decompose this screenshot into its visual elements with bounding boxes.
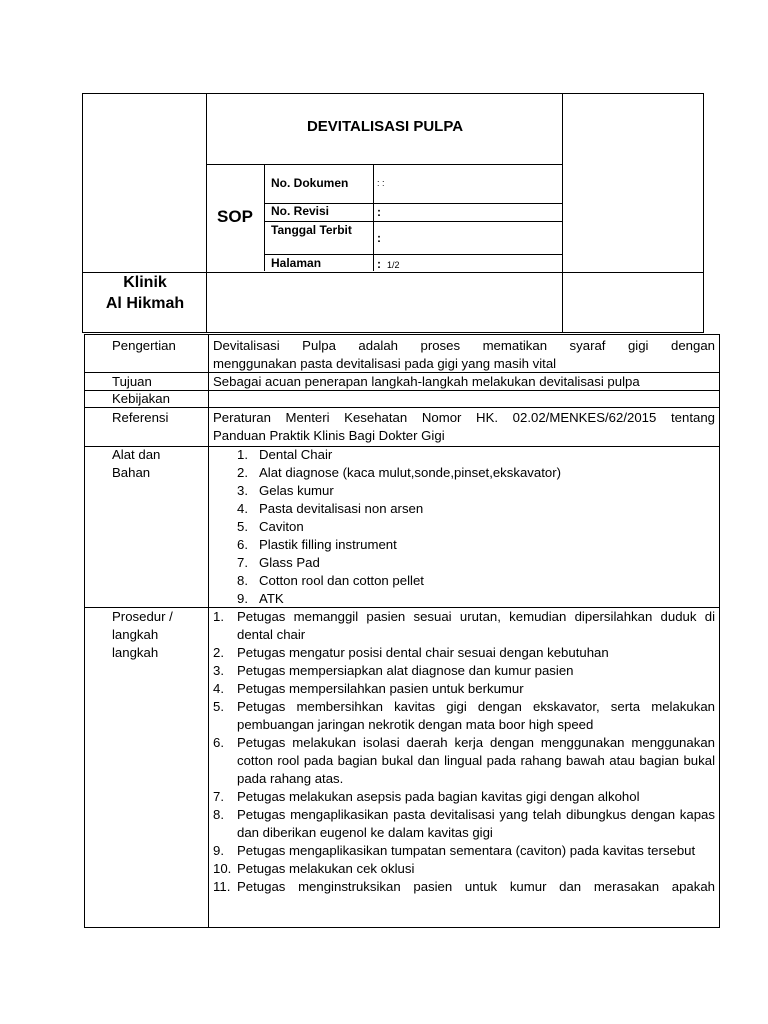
referensi-text bbox=[213, 409, 715, 445]
step-text: Petugas melakukan cek oklusi bbox=[237, 861, 415, 876]
row-label-line: langkah bbox=[112, 645, 159, 660]
field-value-halaman bbox=[377, 257, 400, 271]
clinic-name-line1: Klinik bbox=[123, 274, 167, 291]
step-text: Petugas mengaplikasikan pasta devitalisasi yang telah dibungkus dengan kapas dan diberikan eugenol ke dalam kavitas gigi bbox=[237, 807, 715, 840]
column-divider bbox=[208, 335, 209, 927]
step-text: Petugas menginstruksikan pasien untuk kumur dan merasakan apakah bbox=[237, 879, 715, 894]
item-number: 4. bbox=[237, 501, 248, 516]
item-number: 1. bbox=[237, 447, 248, 462]
header-divider bbox=[264, 254, 562, 255]
item-text: Dental Chair bbox=[259, 447, 333, 462]
step-number: 10. bbox=[213, 861, 232, 876]
document-title: DEVITALISASI PULPA bbox=[306, 118, 464, 135]
field-label-halaman: Halaman bbox=[271, 256, 322, 270]
page-number: 1/2 bbox=[387, 260, 400, 270]
referensi-line: Panduan Praktik Klinis Bagi Dokter Gigi bbox=[213, 428, 445, 443]
pengertian-text bbox=[213, 337, 715, 373]
row-label-line: langkah bbox=[112, 627, 159, 642]
item-text: Gelas kumur bbox=[259, 483, 334, 498]
procedure-step bbox=[213, 734, 715, 788]
referensi-line: Peraturan Menteri Kesehatan Nomor HK. 02.02/MENKES/62/2015 tentang bbox=[213, 410, 715, 425]
item-text: Glass Pad bbox=[259, 555, 320, 570]
step-number: 7. bbox=[213, 789, 224, 804]
procedure-step bbox=[213, 662, 715, 680]
row-label-line: Alat dan bbox=[112, 447, 161, 462]
list-item bbox=[213, 518, 715, 536]
item-number: 8. bbox=[237, 573, 248, 588]
procedure-step bbox=[213, 680, 715, 698]
step-text: Petugas mengatur posisi dental chair sesuai dengan kebutuhan bbox=[237, 645, 609, 660]
item-number: 3. bbox=[237, 483, 248, 498]
field-label-no-revisi: No. Revisi bbox=[271, 204, 330, 218]
row-label-line: Bahan bbox=[112, 465, 151, 480]
procedure-step bbox=[213, 788, 715, 806]
list-item bbox=[213, 500, 715, 518]
field-separator: : bbox=[377, 231, 381, 245]
procedure-step bbox=[213, 878, 715, 896]
step-text: Petugas mempersiapkan alat diagnose dan kumur pasien bbox=[237, 663, 574, 678]
row-label-alat-bahan bbox=[112, 446, 206, 482]
item-number: 5. bbox=[237, 519, 248, 534]
step-number: 8. bbox=[213, 807, 224, 822]
pengertian-line: Devitalisasi Pulpa adalah proses mematikan syaraf gigi dengan bbox=[213, 338, 715, 353]
list-item bbox=[213, 464, 715, 482]
procedure-step bbox=[213, 644, 715, 662]
list-item bbox=[213, 536, 715, 554]
step-text: Petugas melakukan isolasi daerah kerja dengan menggunakan menggunakan cotton rool pada bagian bukal dan lingual pada rahang bawah atau bagian bukal pada rahang atas. bbox=[237, 735, 715, 786]
step-number: 11. bbox=[213, 879, 231, 894]
step-number: 3. bbox=[213, 663, 224, 678]
step-text: Petugas melakukan asepsis pada bagian kavitas gigi dengan alkohol bbox=[237, 789, 640, 804]
item-text: Pasta devitalisasi non arsen bbox=[259, 501, 424, 516]
sop-content-table bbox=[84, 334, 720, 928]
item-number: 7. bbox=[237, 555, 248, 570]
clinic-name-line2: Al Hikmah bbox=[105, 295, 185, 312]
item-number: 9. bbox=[237, 591, 248, 606]
item-number: 6. bbox=[237, 537, 248, 552]
step-number: 4. bbox=[213, 681, 224, 696]
prosedur-list-container bbox=[213, 608, 715, 896]
field-separator: : bbox=[377, 205, 381, 219]
list-item bbox=[213, 554, 715, 572]
row-label-kebijakan: Kebijakan bbox=[112, 391, 170, 406]
step-number: 2. bbox=[213, 645, 224, 660]
clinic-name bbox=[83, 272, 207, 314]
step-text: Petugas membersihkan kavitas gigi dengan ekskavator, serta melakukan pembuangan jaringan nekrotik dengan mata boor high speed bbox=[237, 699, 715, 732]
list-item bbox=[213, 482, 715, 500]
list-item bbox=[213, 572, 715, 590]
procedure-step bbox=[213, 698, 715, 734]
row-label-referensi: Referensi bbox=[112, 410, 169, 425]
field-label-no-dokumen: No. Dokumen bbox=[271, 176, 349, 190]
item-text: Plastik filling instrument bbox=[259, 537, 397, 552]
item-text: Caviton bbox=[259, 519, 304, 534]
procedure-step bbox=[213, 860, 715, 878]
step-number: 6. bbox=[213, 735, 224, 750]
prosedur-list bbox=[213, 608, 715, 896]
step-number: 9. bbox=[213, 843, 224, 858]
row-label-tujuan: Tujuan bbox=[112, 374, 152, 389]
row-label-line: Prosedur / bbox=[112, 609, 173, 624]
list-item bbox=[213, 446, 715, 464]
tujuan-text: Sebagai acuan penerapan langkah-langkah melakukan devitalisasi pulpa bbox=[213, 374, 640, 389]
alat-bahan-list-container bbox=[213, 446, 715, 608]
field-separator: : : bbox=[377, 178, 385, 188]
sop-header-table bbox=[82, 93, 704, 333]
item-text: Alat diagnose (kaca mulut,sonde,pinset,ekskavator) bbox=[259, 465, 562, 480]
list-item bbox=[213, 590, 715, 608]
step-text: Petugas mengaplikasikan tumpatan sementara (caviton) pada kavitas tersebut bbox=[237, 843, 696, 858]
step-text: Petugas mempersilahkan pasien untuk berkumur bbox=[237, 681, 524, 696]
row-label-prosedur bbox=[112, 608, 206, 662]
row-label-pengertian: Pengertian bbox=[112, 338, 176, 353]
item-number: 2. bbox=[237, 465, 248, 480]
item-text: Cotton rool dan cotton pellet bbox=[259, 573, 424, 588]
step-text: Petugas memanggil pasien sesuai urutan, kemudian dipersilahkan duduk di dental chair bbox=[237, 609, 715, 642]
procedure-step bbox=[213, 806, 715, 842]
step-number: 5. bbox=[213, 699, 224, 714]
procedure-step bbox=[213, 842, 715, 860]
header-divider bbox=[264, 221, 562, 222]
step-number: 1. bbox=[213, 609, 224, 624]
alat-bahan-list bbox=[213, 446, 715, 608]
item-text: ATK bbox=[259, 591, 284, 606]
field-label-tanggal-terbit: Tanggal Terbit bbox=[271, 223, 352, 237]
pengertian-line: menggunakan pasta devitalisasi pada gigi yang masih vital bbox=[213, 356, 557, 371]
procedure-step bbox=[213, 608, 715, 644]
field-separator: : bbox=[377, 257, 381, 271]
sop-label: SOP bbox=[217, 207, 253, 226]
header-divider bbox=[206, 164, 562, 165]
